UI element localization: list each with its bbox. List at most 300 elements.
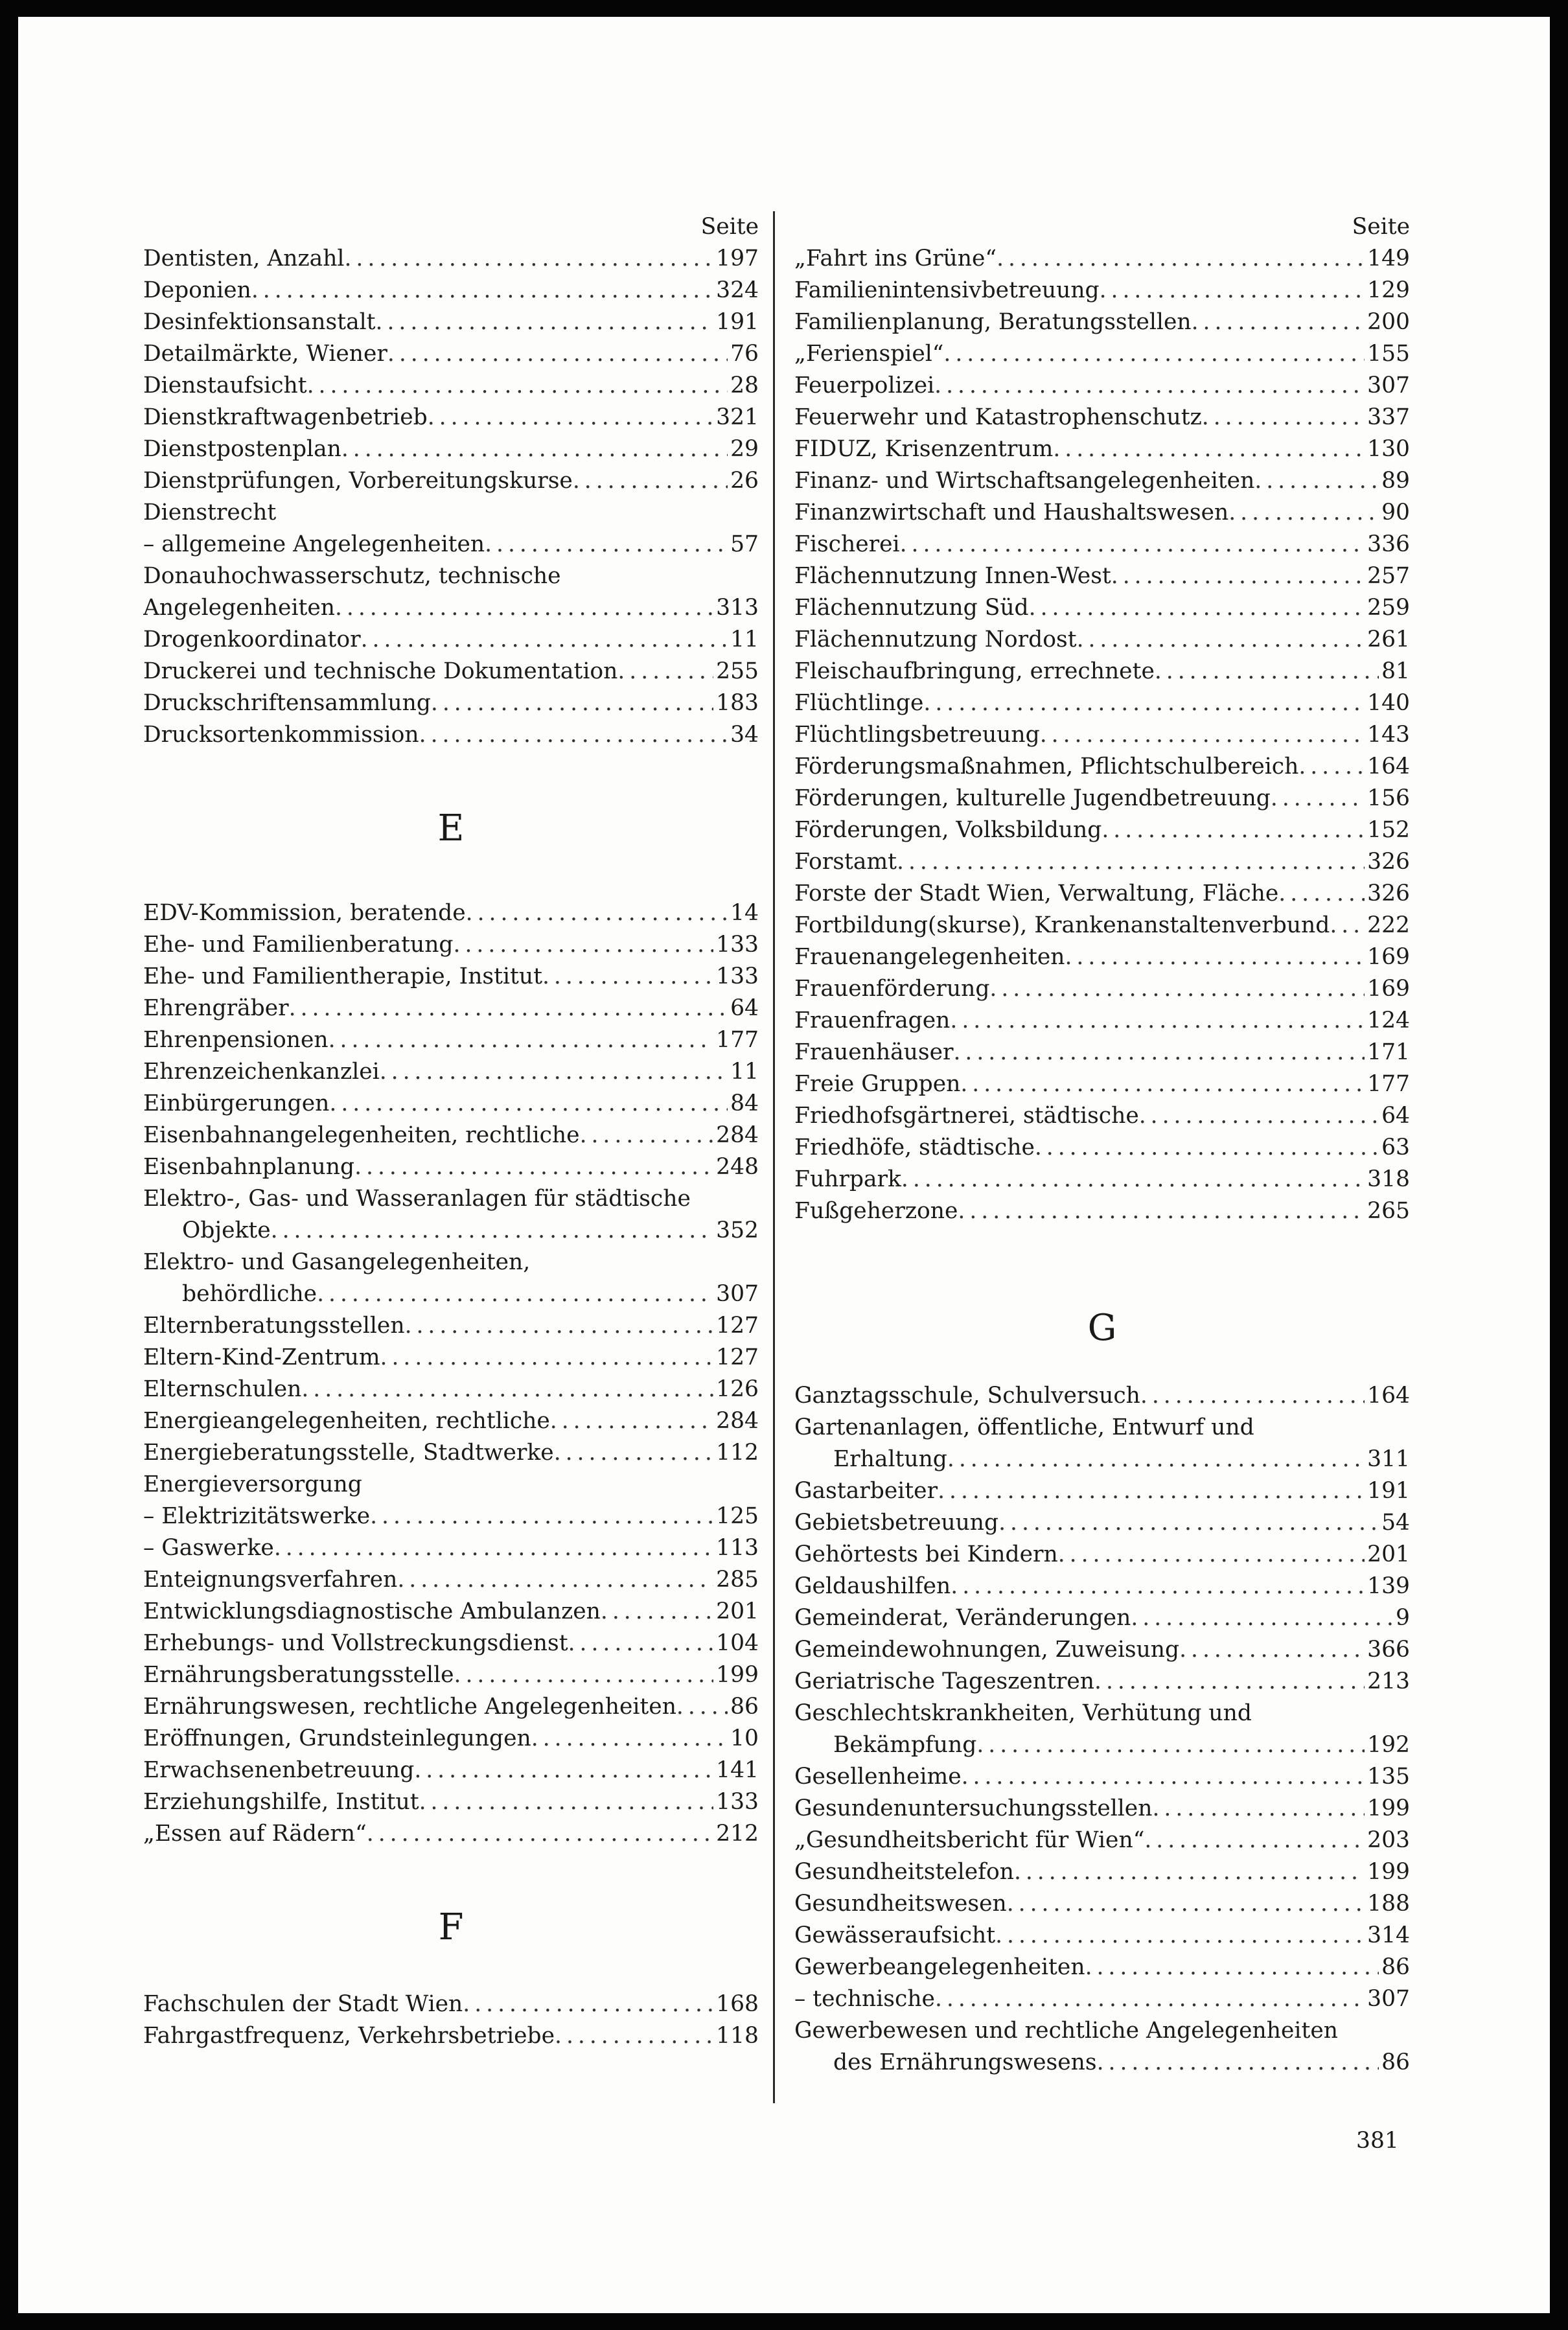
index-entry (794, 1634, 1410, 1666)
dot-leader (568, 1628, 714, 1659)
entry-page-number: 133 (716, 932, 759, 958)
entry-term: Eisenbahnplanung (143, 1154, 355, 1180)
entry-page-number: 135 (1367, 1764, 1410, 1790)
entry-term: Gesundheitswesen (794, 1891, 1007, 1917)
entry-term: Geschlechtskrankheiten, Verhütung und (794, 1700, 1252, 1726)
dot-leader (1139, 1100, 1379, 1132)
dot-leader (935, 1983, 1365, 2015)
entry-page-number: 86 (1381, 2049, 1410, 2075)
dot-leader (1058, 1539, 1365, 1571)
entry-term: Ernährungsberatungsstelle (143, 1662, 454, 1688)
index-list-e (143, 897, 759, 1850)
entry-term: Förderungen, Volksbildung (794, 817, 1102, 843)
dot-leader (542, 961, 713, 993)
entry-page-number: 169 (1367, 944, 1410, 970)
entry-term: Energieangelegenheiten, rechtliche (143, 1408, 550, 1434)
entry-page-number: 14 (730, 900, 759, 926)
left-column (143, 211, 759, 2052)
entry-page-number: 324 (716, 277, 759, 303)
entry-term: Dienstkraftwagenbetrieb (143, 404, 428, 430)
entry-page-number: 311 (1367, 1446, 1410, 1472)
index-entry (794, 973, 1410, 1005)
entry-page-number: 203 (1367, 1827, 1410, 1853)
entry-page-number: 336 (1367, 531, 1410, 557)
dot-leader (951, 1571, 1365, 1602)
entry-page-number: 313 (716, 595, 759, 621)
entry-term: Gewässeraufsicht (794, 1922, 996, 1948)
index-entry (794, 497, 1410, 529)
dot-leader (897, 846, 1365, 878)
entry-term: Dentisten, Anzahl (143, 246, 345, 271)
entry-term: Gewerbeangelegenheiten (794, 1954, 1085, 1980)
entry-page-number: 125 (716, 1503, 759, 1529)
index-entry (794, 751, 1410, 783)
dot-leader (989, 973, 1365, 1005)
index-entry (143, 687, 759, 719)
index-entry (143, 1310, 759, 1342)
dot-leader (1097, 2047, 1379, 2079)
index-entry (143, 1437, 759, 1469)
entry-term: Eltern-Kind-Zentrum (143, 1344, 380, 1370)
entry-page-number: 29 (730, 436, 759, 462)
index-entry (794, 402, 1410, 433)
dot-leader (405, 1310, 714, 1342)
entry-page-number: 156 (1367, 785, 1410, 811)
index-entry (794, 1888, 1410, 1920)
index-entry (794, 1952, 1410, 1983)
entry-term: Angelegenheiten (143, 595, 335, 621)
entry-page-number: 307 (1367, 1986, 1410, 2012)
entry-term: Gebietsbetreuung (794, 1510, 999, 1536)
entry-term: Erhebungs- und Vollstreckungsdienst (143, 1630, 568, 1656)
dot-leader (1053, 433, 1365, 465)
dot-leader (354, 1151, 713, 1183)
index-entry (143, 1278, 759, 1310)
index-entry (143, 560, 759, 592)
dot-leader (1144, 1825, 1365, 1856)
entry-term: Energieversorgung (143, 1471, 362, 1497)
entry-page-number: 90 (1381, 500, 1410, 525)
entry-term: Familienplanung, Beratungsstellen (794, 309, 1192, 335)
entry-term: Dienstaufsicht (143, 373, 307, 398)
entry-page-number: 284 (716, 1122, 759, 1148)
entry-term: Friedhöfe, städtische (794, 1135, 1035, 1160)
entry-term: Gartenanlagen, öffentliche, Entwurf und (794, 1414, 1254, 1440)
entry-term: Gemeindewohnungen, Zuweisung (794, 1637, 1180, 1663)
entry-term: Erhaltung (833, 1446, 947, 1472)
dot-leader (1155, 656, 1379, 687)
index-entry (794, 814, 1410, 846)
dot-leader (1077, 624, 1365, 656)
entry-page-number: 54 (1381, 1510, 1410, 1536)
entry-page-number: 307 (1367, 373, 1410, 398)
index-entry (143, 1596, 759, 1628)
dot-leader (463, 1989, 713, 2020)
index-entry (794, 1412, 1410, 1444)
index-entry (794, 529, 1410, 560)
entry-page-number: 248 (716, 1154, 759, 1180)
entry-page-number: 155 (1367, 341, 1410, 367)
dot-leader (397, 1564, 713, 1596)
entry-page-number: 191 (1367, 1478, 1410, 1504)
dot-leader (950, 1005, 1365, 1037)
index-entry (143, 897, 759, 929)
entry-page-number: 285 (716, 1567, 759, 1593)
entry-term: Flüchtlingsbetreuung (794, 722, 1040, 748)
entry-term: Desinfektionsanstalt (143, 309, 376, 335)
dot-leader (1330, 910, 1365, 941)
entry-term: Geldaushilfen (794, 1573, 951, 1599)
dot-leader (555, 2020, 713, 2052)
entry-term: „Ferienspiel“ (794, 341, 944, 367)
entry-page-number: 127 (716, 1344, 759, 1370)
index-entry (794, 1729, 1410, 1761)
entry-term: Gesellenheime (794, 1764, 962, 1790)
index-entry (143, 243, 759, 275)
entry-page-number: 192 (1367, 1732, 1410, 1758)
entry-term: Gewerbewesen und rechtliche Angelegenheiten (794, 2018, 1338, 2044)
entry-page-number: 261 (1367, 627, 1410, 652)
entry-term: Ganztagsschule, Schulversuch (794, 1383, 1140, 1409)
index-entry (794, 878, 1410, 910)
entry-term: Dienstrecht (143, 500, 277, 525)
entry-term: Gesundenuntersuchungsstellen (794, 1795, 1153, 1821)
dot-leader (676, 1691, 728, 1723)
index-entry (794, 1698, 1410, 1729)
index-entry (794, 656, 1410, 687)
entry-page-number: 255 (716, 658, 759, 684)
entry-term: Einbürgerungen (143, 1090, 330, 1116)
index-entry (794, 624, 1410, 656)
index-entry (794, 560, 1410, 592)
entry-page-number: 191 (716, 309, 759, 335)
entry-page-number: 257 (1367, 563, 1410, 589)
entry-term: Finanzwirtschaft und Haushaltswesen (794, 500, 1229, 525)
dot-leader (1271, 783, 1365, 814)
entry-page-number: 183 (716, 690, 759, 716)
dot-leader (960, 1068, 1365, 1100)
entry-page-number: 337 (1367, 404, 1410, 430)
index-entry (794, 1666, 1410, 1698)
entry-term: Druckschriftensammlung (143, 690, 431, 716)
dot-leader (419, 1786, 714, 1818)
index-entry (794, 1539, 1410, 1571)
entry-page-number: 9 (1396, 1605, 1410, 1631)
entry-page-number: 28 (730, 373, 759, 398)
entry-term: Flüchtlinge (794, 690, 924, 716)
dot-leader (953, 1037, 1365, 1068)
entry-page-number: 26 (730, 468, 759, 494)
index-entry (794, 370, 1410, 402)
dot-leader (335, 592, 713, 624)
entry-term: EDV-Kommission, beratende (143, 900, 466, 926)
dot-leader (271, 1215, 713, 1247)
entry-term: Frauenfragen (794, 1008, 951, 1033)
entry-term: Fischerei (794, 531, 900, 557)
entry-page-number: 141 (716, 1757, 759, 1783)
dot-leader (1298, 751, 1365, 783)
index-entry (143, 1469, 759, 1501)
entry-page-number: 34 (730, 722, 759, 748)
index-entry (143, 1215, 759, 1247)
index-entry (794, 687, 1410, 719)
entry-term: Förderungsmaßnahmen, Pflichtschulbereich (794, 754, 1299, 779)
index-entry (143, 656, 759, 687)
page-number: 381 (1356, 2128, 1399, 2154)
index-entry (143, 993, 759, 1024)
index-entry (794, 1132, 1410, 1164)
entry-term: Drucksortenkommission (143, 722, 419, 748)
index-entry (143, 624, 759, 656)
entry-term: des Ernährungswesens (833, 2049, 1097, 2075)
index-entry (143, 1659, 759, 1691)
dot-leader (1202, 402, 1365, 433)
dot-leader (419, 719, 728, 751)
index-entry (794, 1602, 1410, 1634)
entry-term: Gemeinderat, Veränderungen (794, 1605, 1131, 1631)
index-list-f (143, 1989, 759, 2052)
entry-term: Elektro-, Gas- und Wasseranlagen für städtische (143, 1186, 691, 1212)
dot-leader (601, 1596, 713, 1628)
dot-leader (1040, 719, 1365, 751)
entry-term: Fuhrpark (794, 1166, 901, 1192)
entry-term: „Essen auf Rädern“ (143, 1821, 367, 1847)
dot-leader (900, 529, 1365, 560)
entry-page-number: 112 (716, 1440, 759, 1466)
entry-page-number: 76 (730, 341, 759, 367)
entry-term: Energieberatungsstelle, Stadtwerke (143, 1440, 554, 1466)
entry-page-number: 200 (1367, 309, 1410, 335)
dot-leader (1131, 1602, 1393, 1634)
dot-leader (573, 465, 728, 497)
index-entry (143, 370, 759, 402)
entry-term: Geriatrische Tageszentren (794, 1668, 1095, 1694)
entry-term: Enteignungsverfahren (143, 1567, 398, 1593)
index-entry (794, 1571, 1410, 1602)
index-entry (143, 1723, 759, 1755)
index-entry (794, 433, 1410, 465)
dot-leader (466, 897, 728, 929)
dot-leader (485, 529, 728, 560)
entry-page-number: 213 (1367, 1668, 1410, 1694)
entry-term: Elternschulen (143, 1376, 302, 1402)
section-letter-g: G (1087, 1307, 1117, 1349)
index-entry (794, 306, 1410, 338)
dot-leader (1100, 275, 1365, 306)
index-entry (143, 497, 759, 529)
entry-term: Eröffnungen, Grundsteinlegungen (143, 1725, 531, 1751)
dot-leader (387, 338, 728, 370)
entry-term: Ehrengräber (143, 995, 289, 1021)
entry-page-number: 326 (1367, 881, 1410, 906)
entry-term: „Fahrt ins Grüne“ (794, 246, 997, 271)
entry-term: Frauenangelegenheiten (794, 944, 1065, 970)
entry-term: – technische (794, 1986, 935, 2012)
entry-term: Objekte (182, 1217, 271, 1243)
entry-term: Ehrenpensionen (143, 1027, 329, 1053)
entry-page-number: 199 (1367, 1795, 1410, 1821)
entry-term: Familienintensivbetreuung (794, 277, 1100, 303)
entry-term: Flächennutzung Innen-West (794, 563, 1111, 589)
entry-term: Finanz- und Wirtschaftsangelegenheiten (794, 468, 1255, 494)
entry-term: Ehe- und Familienberatung (143, 932, 454, 958)
entry-term: Forste der Stadt Wien, Verwaltung, Fläche (794, 881, 1279, 906)
entry-term: Fleischaufbringung, errechnete (794, 658, 1155, 684)
index-entry (794, 465, 1410, 497)
entry-page-number: 113 (716, 1535, 759, 1561)
dot-leader (934, 370, 1365, 402)
index-entry (143, 275, 759, 306)
index-entry (794, 1825, 1410, 1856)
entry-term: Elternberatungsstellen (143, 1313, 405, 1339)
dot-leader (997, 243, 1365, 275)
dot-leader (370, 1501, 713, 1532)
dot-leader (274, 1532, 713, 1564)
index-entry (143, 929, 759, 961)
entry-term: Flächennutzung Nordost (794, 627, 1077, 652)
dot-leader (317, 1278, 713, 1310)
index-entry (143, 1024, 759, 1056)
section-letter-f: F (438, 1906, 464, 1948)
entry-page-number: 10 (730, 1725, 759, 1751)
entry-term: Freie Gruppen (794, 1071, 961, 1097)
index-entry (143, 1120, 759, 1151)
index-entry (794, 1856, 1410, 1888)
entry-term: Feuerpolizei (794, 373, 935, 398)
entry-page-number: 284 (716, 1408, 759, 1434)
dot-leader (995, 1920, 1365, 1952)
entry-term: Bekämpfung (833, 1732, 977, 1758)
index-entry (794, 1507, 1410, 1539)
entry-term: Ehrenzeichenkanzlei (143, 1059, 380, 1085)
entry-page-number: 168 (716, 1991, 759, 2017)
index-entry (143, 1247, 759, 1278)
entry-page-number: 84 (730, 1090, 759, 1116)
entry-page-number: 352 (716, 1217, 759, 1243)
entry-page-number: 164 (1367, 754, 1410, 779)
dot-leader (380, 1342, 714, 1374)
entry-page-number: 321 (716, 404, 759, 430)
entry-term: Flächennutzung Süd (794, 595, 1029, 621)
dot-leader (1192, 306, 1365, 338)
entry-page-number: 318 (1367, 1166, 1410, 1192)
dot-leader (307, 370, 728, 402)
dot-leader (1228, 497, 1379, 529)
entry-page-number: 143 (1367, 722, 1410, 748)
entry-page-number: 129 (1367, 277, 1410, 303)
entry-page-number: 11 (730, 1059, 759, 1085)
entry-term: Fahrgastfrequenz, Verkehrsbetriebe (143, 2023, 555, 2049)
index-entry (143, 1818, 759, 1850)
dot-leader (251, 275, 713, 306)
entry-page-number: 130 (1367, 436, 1410, 462)
dot-leader (428, 402, 713, 433)
index-entry (143, 719, 759, 751)
index-entry (143, 1501, 759, 1532)
index-entry (794, 1761, 1410, 1793)
index-list-d (143, 243, 759, 751)
index-list-g (794, 1380, 1410, 2079)
entry-term: „Gesundheitsbericht für Wien“ (794, 1827, 1145, 1853)
dot-leader (998, 1507, 1379, 1539)
index-entry (143, 592, 759, 624)
dot-leader (1094, 1666, 1365, 1698)
seite-header-right: Seite (1352, 214, 1410, 240)
entry-page-number: 307 (716, 1281, 759, 1307)
entry-term: Eisenbahnangelegenheiten, rechtliche (143, 1122, 580, 1148)
index-entry (143, 433, 759, 465)
dot-leader (1152, 1793, 1365, 1825)
entry-term: Friedhofsgärtnerei, städtische (794, 1103, 1139, 1129)
entry-page-number: 222 (1367, 912, 1410, 938)
index-entry (794, 1475, 1410, 1507)
index-entry (143, 1056, 759, 1088)
entry-page-number: 124 (1367, 1008, 1410, 1033)
index-entry (143, 961, 759, 993)
entry-page-number: 177 (1367, 1071, 1410, 1097)
index-entry (794, 2047, 1410, 2079)
entry-term: Frauenförderung (794, 976, 990, 1002)
dot-leader (431, 687, 713, 719)
entry-term: Entwicklungsdiagnostische Ambulanzen (143, 1598, 601, 1624)
entry-page-number: 57 (730, 531, 759, 557)
index-entry (794, 1444, 1410, 1475)
index-entry (794, 1983, 1410, 2015)
index-entry (794, 1195, 1410, 1227)
dot-leader (531, 1723, 728, 1755)
entry-term: Ehe- und Familientherapie, Institut (143, 963, 542, 989)
entry-page-number: 326 (1367, 849, 1410, 875)
entry-term: – Gaswerke (143, 1535, 274, 1561)
dot-leader (454, 1659, 714, 1691)
entry-term: FIDUZ, Krisenzentrum (794, 436, 1054, 462)
entry-term: Elektro- und Gasangelegenheiten, (143, 1249, 531, 1275)
dot-leader (550, 1405, 713, 1437)
entry-page-number: 201 (1367, 1541, 1410, 1567)
entry-term: Fortbildung(skurse), Krankenanstaltenverbund (794, 912, 1330, 938)
entry-term: Ernährungswesen, rechtliche Angelegenheiten (143, 1694, 676, 1720)
entry-term: Gesundheitstelefon (794, 1859, 1014, 1885)
entry-page-number: 212 (716, 1821, 759, 1847)
entry-page-number: 11 (730, 627, 759, 652)
dot-leader (962, 1761, 1365, 1793)
entry-page-number: 199 (716, 1662, 759, 1688)
dot-leader (1035, 1132, 1379, 1164)
entry-page-number: 139 (1367, 1573, 1410, 1599)
entry-page-number: 81 (1381, 658, 1410, 684)
entry-page-number: 118 (716, 2023, 759, 2049)
dot-leader (943, 338, 1365, 370)
entry-term: Dienstprüfungen, Vorbereitungskurse (143, 468, 573, 494)
entry-term: Förderungen, kulturelle Jugendbetreuung (794, 785, 1271, 811)
index-list-f-continued (794, 243, 1410, 1227)
entry-page-number: 152 (1367, 817, 1410, 843)
index-entry (794, 1068, 1410, 1100)
index-entry (143, 1151, 759, 1183)
entry-page-number: 199 (1367, 1859, 1410, 1885)
index-page (18, 17, 1550, 2313)
entry-page-number: 366 (1367, 1637, 1410, 1663)
entry-page-number: 89 (1381, 468, 1410, 494)
entry-page-number: 188 (1367, 1891, 1410, 1917)
dot-leader (380, 1056, 728, 1088)
entry-term: Erwachsenenbetreuung (143, 1757, 415, 1783)
entry-term: Dienstpostenplan (143, 436, 341, 462)
dot-leader (376, 306, 714, 338)
entry-term: – Elektrizitätswerke (143, 1503, 371, 1529)
index-entry (794, 1164, 1410, 1195)
dot-leader (580, 1120, 714, 1151)
